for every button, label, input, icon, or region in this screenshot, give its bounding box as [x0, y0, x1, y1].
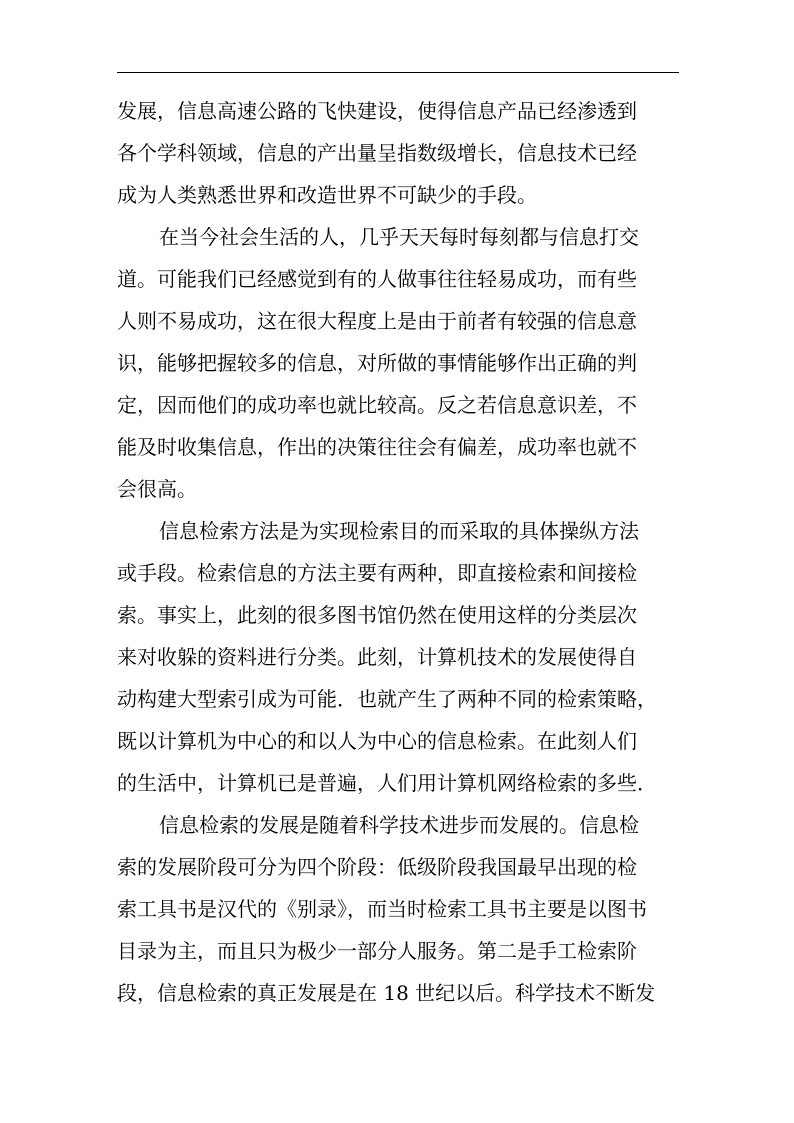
text-line: 识，能够把握较多的信息，对所做的事情能够作出正确的判 — [117, 351, 637, 375]
paragraph-first-line: 信息检索的发展是随着科学技术进步而发展的。信息检 — [159, 813, 639, 837]
text-line: 定，因而他们的成功率也就比较高。反之若信息意识差，不 — [117, 393, 637, 417]
text-line: 道。可能我们已经感觉到有的人做事往往轻易成功，而有些 — [117, 267, 637, 291]
text-line: 能及时收集信息，作出的决策往往会有偏差，成功率也就不 — [117, 435, 637, 459]
text-line: 段，信息检索的真正发展是在 18 世纪以后。科学技术不断发 — [117, 981, 656, 1005]
text-line: 会很高。 — [117, 477, 197, 501]
header-rule — [117, 72, 679, 73]
text-line: 索。事实上，此刻的很多图书馆仍然在使用这样的分类层次 — [117, 603, 637, 627]
paragraph-first-line: 在当今社会生活的人，几乎天天每时每刻都与信息打交 — [159, 225, 639, 249]
text-line: 既以计算机为中心的和以人为中心的信息检索。在此刻人们 — [117, 729, 637, 753]
text-line: 目录为主，而且只为极少一部分人服务。第二是手工检索阶 — [117, 939, 637, 963]
text-line: 索的发展阶段可分为四个阶段：低级阶段我国最早出现的检 — [117, 855, 637, 879]
text-line: 成为人类熟悉世界和改造世界不可缺少的手段。 — [117, 183, 537, 207]
paragraph-first-line: 信息检索方法是为实现检索目的而采取的具体操纵方法 — [159, 519, 639, 543]
text-line: 索工具书是汉代的《别录》，而当时检索工具书主要是以图书 — [117, 897, 647, 921]
text-line: 来对收躲的资料进行分类。此刻，计算机技术的发展使得自 — [117, 645, 637, 669]
text-line: 人则不易成功，这在很大程度上是由于前者有较强的信息意 — [117, 309, 637, 333]
text-line: 的生活中，计算机已是普遍，人们用计算机网络检索的多些． — [117, 771, 657, 795]
text-line: 或手段。检索信息的方法主要有两种，即直接检索和间接检 — [117, 561, 637, 585]
text-line: 发展，信息高速公路的飞快建设，使得信息产品已经渗透到 — [117, 99, 637, 123]
text-line: 各个学科领域，信息的产出量呈指数级增长，信息技术已经 — [117, 141, 637, 165]
text-line: 动构建大型索引成为可能．也就产生了两种不同的检索策略， — [117, 687, 657, 711]
